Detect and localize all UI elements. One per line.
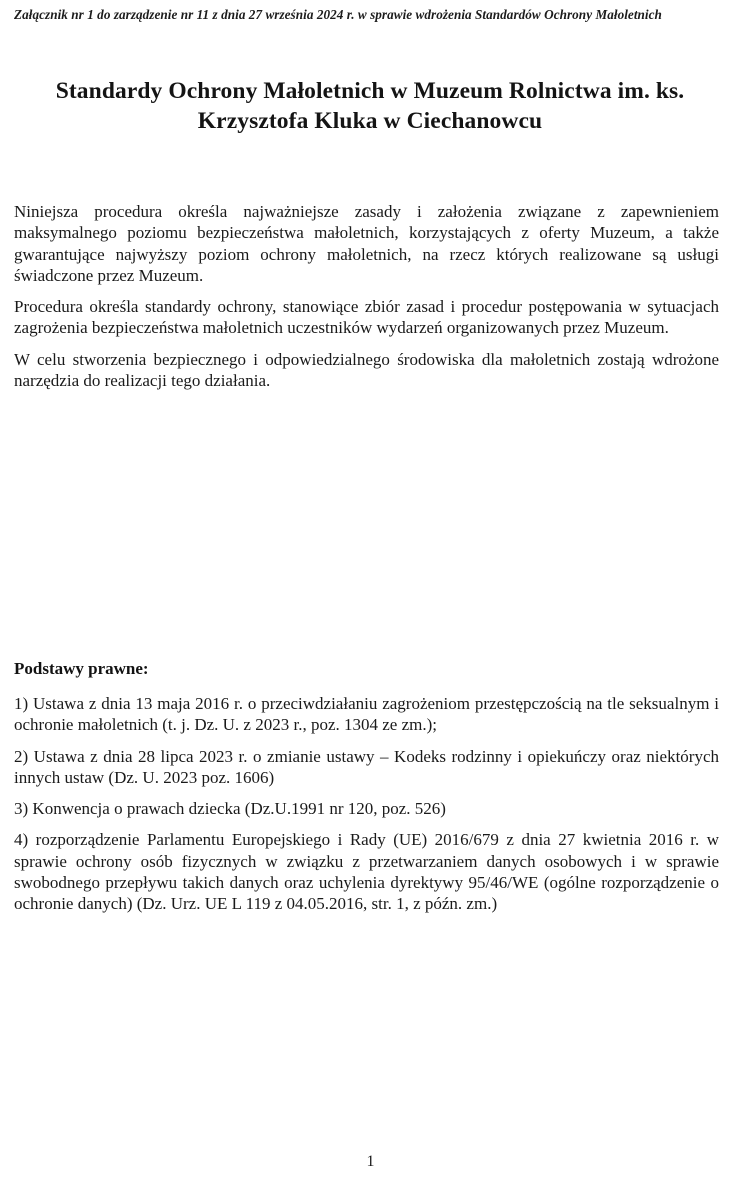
legal-basis-item-3: 3) Konwencja o prawach dziecka (Dz.U.1991 nr 120, poz. 526) <box>14 799 446 819</box>
intro-paragraph-2: Procedura określa standardy ochrony, stanowiące zbiór zasad i procedur postępowania w sytuacjach zagrożenia bezpieczeństwa małoletnich uczestników wydarzeń organizowanych przez Muzeum. <box>14 297 719 338</box>
legal-basis-item-1: 1) Ustawa z dnia 13 maja 2016 r. o przeciwdziałaniu zagrożeniom przestępczością na tle seksualnym i ochronie małoletnich (t. j. Dz. U. z 2023 r., poz. 1304 ze zm.); <box>14 694 719 735</box>
legal-basis-section <box>14 658 719 915</box>
document-header-note: Załącznik nr 1 do zarządzenie nr 11 z dnia 27 września 2024 r. w sprawie wdrożenia Standardów Ochrony Małoletnich <box>14 7 662 22</box>
legal-basis-item-4: 4) rozporządzenie Parlamentu Europejskiego i Rady (UE) 2016/679 z dnia 27 kwietnia 2016 r. w sprawie ochrony osób fizycznych w związku z przetwarzaniem danych osobowych i w sprawie swobodnego przepływu takich danych oraz uchylenia dyrektywy 95/46/WE (ogólne rozporządzenie o ochronie danych) (Dz. Urz. UE L 119 z 04.05.2016, str. 1, z późn. zm.) <box>14 830 719 914</box>
introduction-section <box>14 201 719 391</box>
page-number: 1 <box>366 1153 375 1170</box>
intro-paragraph-1: Niniejsza procedura określa najważniejsze zasady i założenia związane z zapewnieniem maksymalnego poziomu bezpieczeństwa małoletnich, korzystających z oferty Muzeum, a także gwarantujące najwyższy poziom ochrony małoletnich, na rzecz których realizowane są usługi świadczone przez Muzeum. <box>14 202 719 285</box>
page-title: Standardy Ochrony Małoletnich w Muzeum Rolnictwa im. ks. Krzysztofa Kluka w Ciechanowcu <box>55 77 685 134</box>
intro-paragraph-3: W celu stworzenia bezpiecznego i odpowiedzialnego środowiska dla małoletnich zostają wdrożone narzędzia do realizacji tego działania. <box>14 349 719 391</box>
legal-basis-item-2: 2) Ustawa z dnia 28 lipca 2023 r. o zmianie ustawy – Kodeks rodzinny i opiekuńczy oraz niektórych innych ustaw (Dz. U. 2023 poz. 1606) <box>14 746 719 787</box>
legal-basis-heading: Podstawy prawne: <box>14 659 149 678</box>
